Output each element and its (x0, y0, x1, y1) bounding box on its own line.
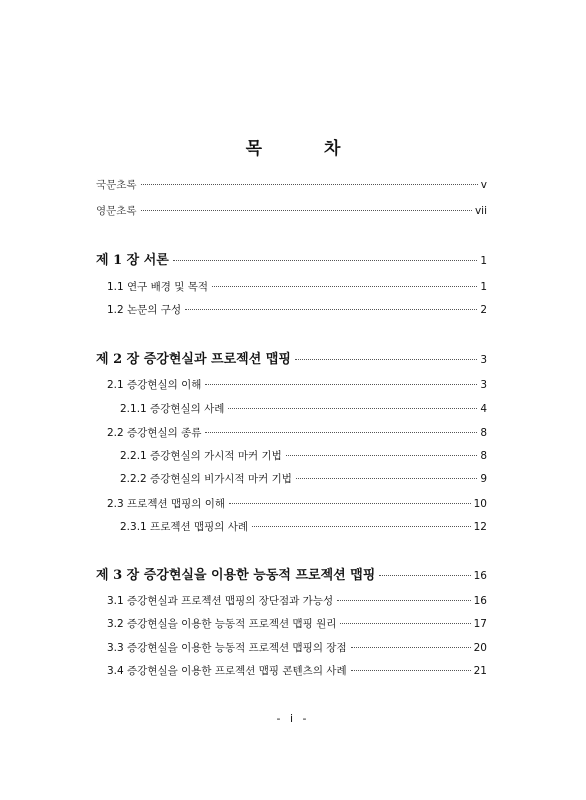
toc-chapter-entry (96, 568, 487, 584)
toc-entry-label: 3.2 증강현실을 이용한 능동적 프로젝션 맵핑 원리 (107, 618, 337, 630)
toc-entry-page: 1 (480, 255, 487, 267)
toc-entry-page: 12 (473, 521, 487, 533)
toc-dot-leader (286, 455, 478, 456)
toc-entry-page: 16 (473, 570, 487, 582)
toc-entry-page: 2 (480, 304, 487, 316)
toc-entry-label: 영문초록 (96, 205, 137, 217)
toc-entry (96, 204, 487, 218)
toc-entry (107, 594, 487, 608)
toc-entry (107, 641, 487, 655)
page-number-footer: - i - (276, 712, 310, 725)
toc-dot-leader (296, 478, 477, 479)
toc-entry-page: 21 (473, 665, 487, 677)
toc-entry-page: 8 (480, 427, 487, 439)
toc-entry-label: 2.1.1 증강현실의 사례 (120, 403, 225, 415)
toc-entry-label: 1.1 연구 배경 및 목적 (107, 281, 209, 293)
toc-entry (120, 520, 487, 534)
toc-entry (107, 617, 487, 631)
toc-entry-label: 2.3 프로젝션 맵핑의 이해 (107, 498, 225, 510)
toc-dot-leader (351, 647, 471, 648)
toc-dot-leader (141, 184, 478, 185)
toc-entry-label: 2.2 증강현실의 종류 (107, 427, 202, 439)
toc-entry (107, 280, 487, 294)
toc-entry-page: 16 (473, 595, 487, 607)
toc-dot-leader (173, 260, 477, 261)
toc-chapter-entry (96, 352, 487, 368)
toc-entry-page: vii (474, 205, 487, 217)
toc-entry (120, 402, 487, 416)
toc-entry (107, 426, 487, 440)
toc-entry-label: 1.2 논문의 구성 (107, 304, 182, 316)
toc-dot-leader (141, 210, 472, 211)
toc-entry-label: 제 3 장 증강현실을 이용한 능동적 프로젝션 맵핑 (96, 568, 376, 583)
toc-entry-label: 2.1 증강현실의 이해 (107, 379, 202, 391)
toc-entry (120, 472, 487, 486)
toc-dot-leader (252, 526, 471, 527)
toc-dot-leader (212, 286, 477, 287)
toc-entry (107, 378, 487, 392)
toc-entry (120, 449, 487, 463)
toc-entry (96, 178, 487, 192)
toc-entry-page: v (480, 179, 487, 191)
toc-entry (107, 664, 487, 678)
toc-entry-label: 2.2.1 증강현실의 가시적 마커 기법 (120, 450, 282, 462)
toc-dot-leader (295, 359, 477, 360)
toc-entry-label: 제 1 장 서론 (96, 253, 169, 268)
toc-entry (107, 497, 487, 511)
toc-entry-label: 3.1 증강현실과 프로젝션 맵핑의 장단점과 가능성 (107, 595, 334, 607)
toc-dot-leader (205, 432, 477, 433)
toc-dot-leader (229, 503, 471, 504)
toc-dot-leader (205, 384, 477, 385)
toc-dot-leader (379, 575, 470, 576)
toc-chapter-entry (96, 253, 487, 269)
toc-dot-leader (351, 670, 471, 671)
toc-entry-page: 10 (473, 498, 487, 510)
toc-entry-page: 1 (480, 281, 487, 293)
toc-entry-label: 3.4 증강현실을 이용한 프로젝션 맵핑 콘텐츠의 사례 (107, 665, 347, 677)
toc-entry (107, 303, 487, 317)
toc-entry-page: 8 (480, 450, 487, 462)
toc-entry-label: 국문초록 (96, 179, 137, 191)
toc-dot-leader (337, 600, 471, 601)
toc-entry-label: 2.2.2 증강현실의 비가시적 마커 기법 (120, 473, 292, 485)
toc-dot-leader (340, 623, 470, 624)
toc-dot-leader (228, 408, 477, 409)
toc-entry-page: 3 (480, 379, 487, 391)
page-title: 목 차 (245, 139, 369, 159)
toc-entry-label: 제 2 장 증강현실과 프로젝션 맵핑 (96, 352, 291, 367)
toc-entry-page: 17 (473, 618, 487, 630)
toc-entry-page: 9 (480, 473, 487, 485)
toc-entry-label: 3.3 증강현실을 이용한 능동적 프로젝션 맵핑의 장점 (107, 642, 347, 654)
toc-entry-label: 2.3.1 프로젝션 맵핑의 사례 (120, 521, 249, 533)
toc-entry-page: 4 (480, 403, 487, 415)
toc-entry-page: 3 (480, 354, 487, 366)
toc-dot-leader (185, 309, 477, 310)
toc-entry-page: 20 (473, 642, 487, 654)
